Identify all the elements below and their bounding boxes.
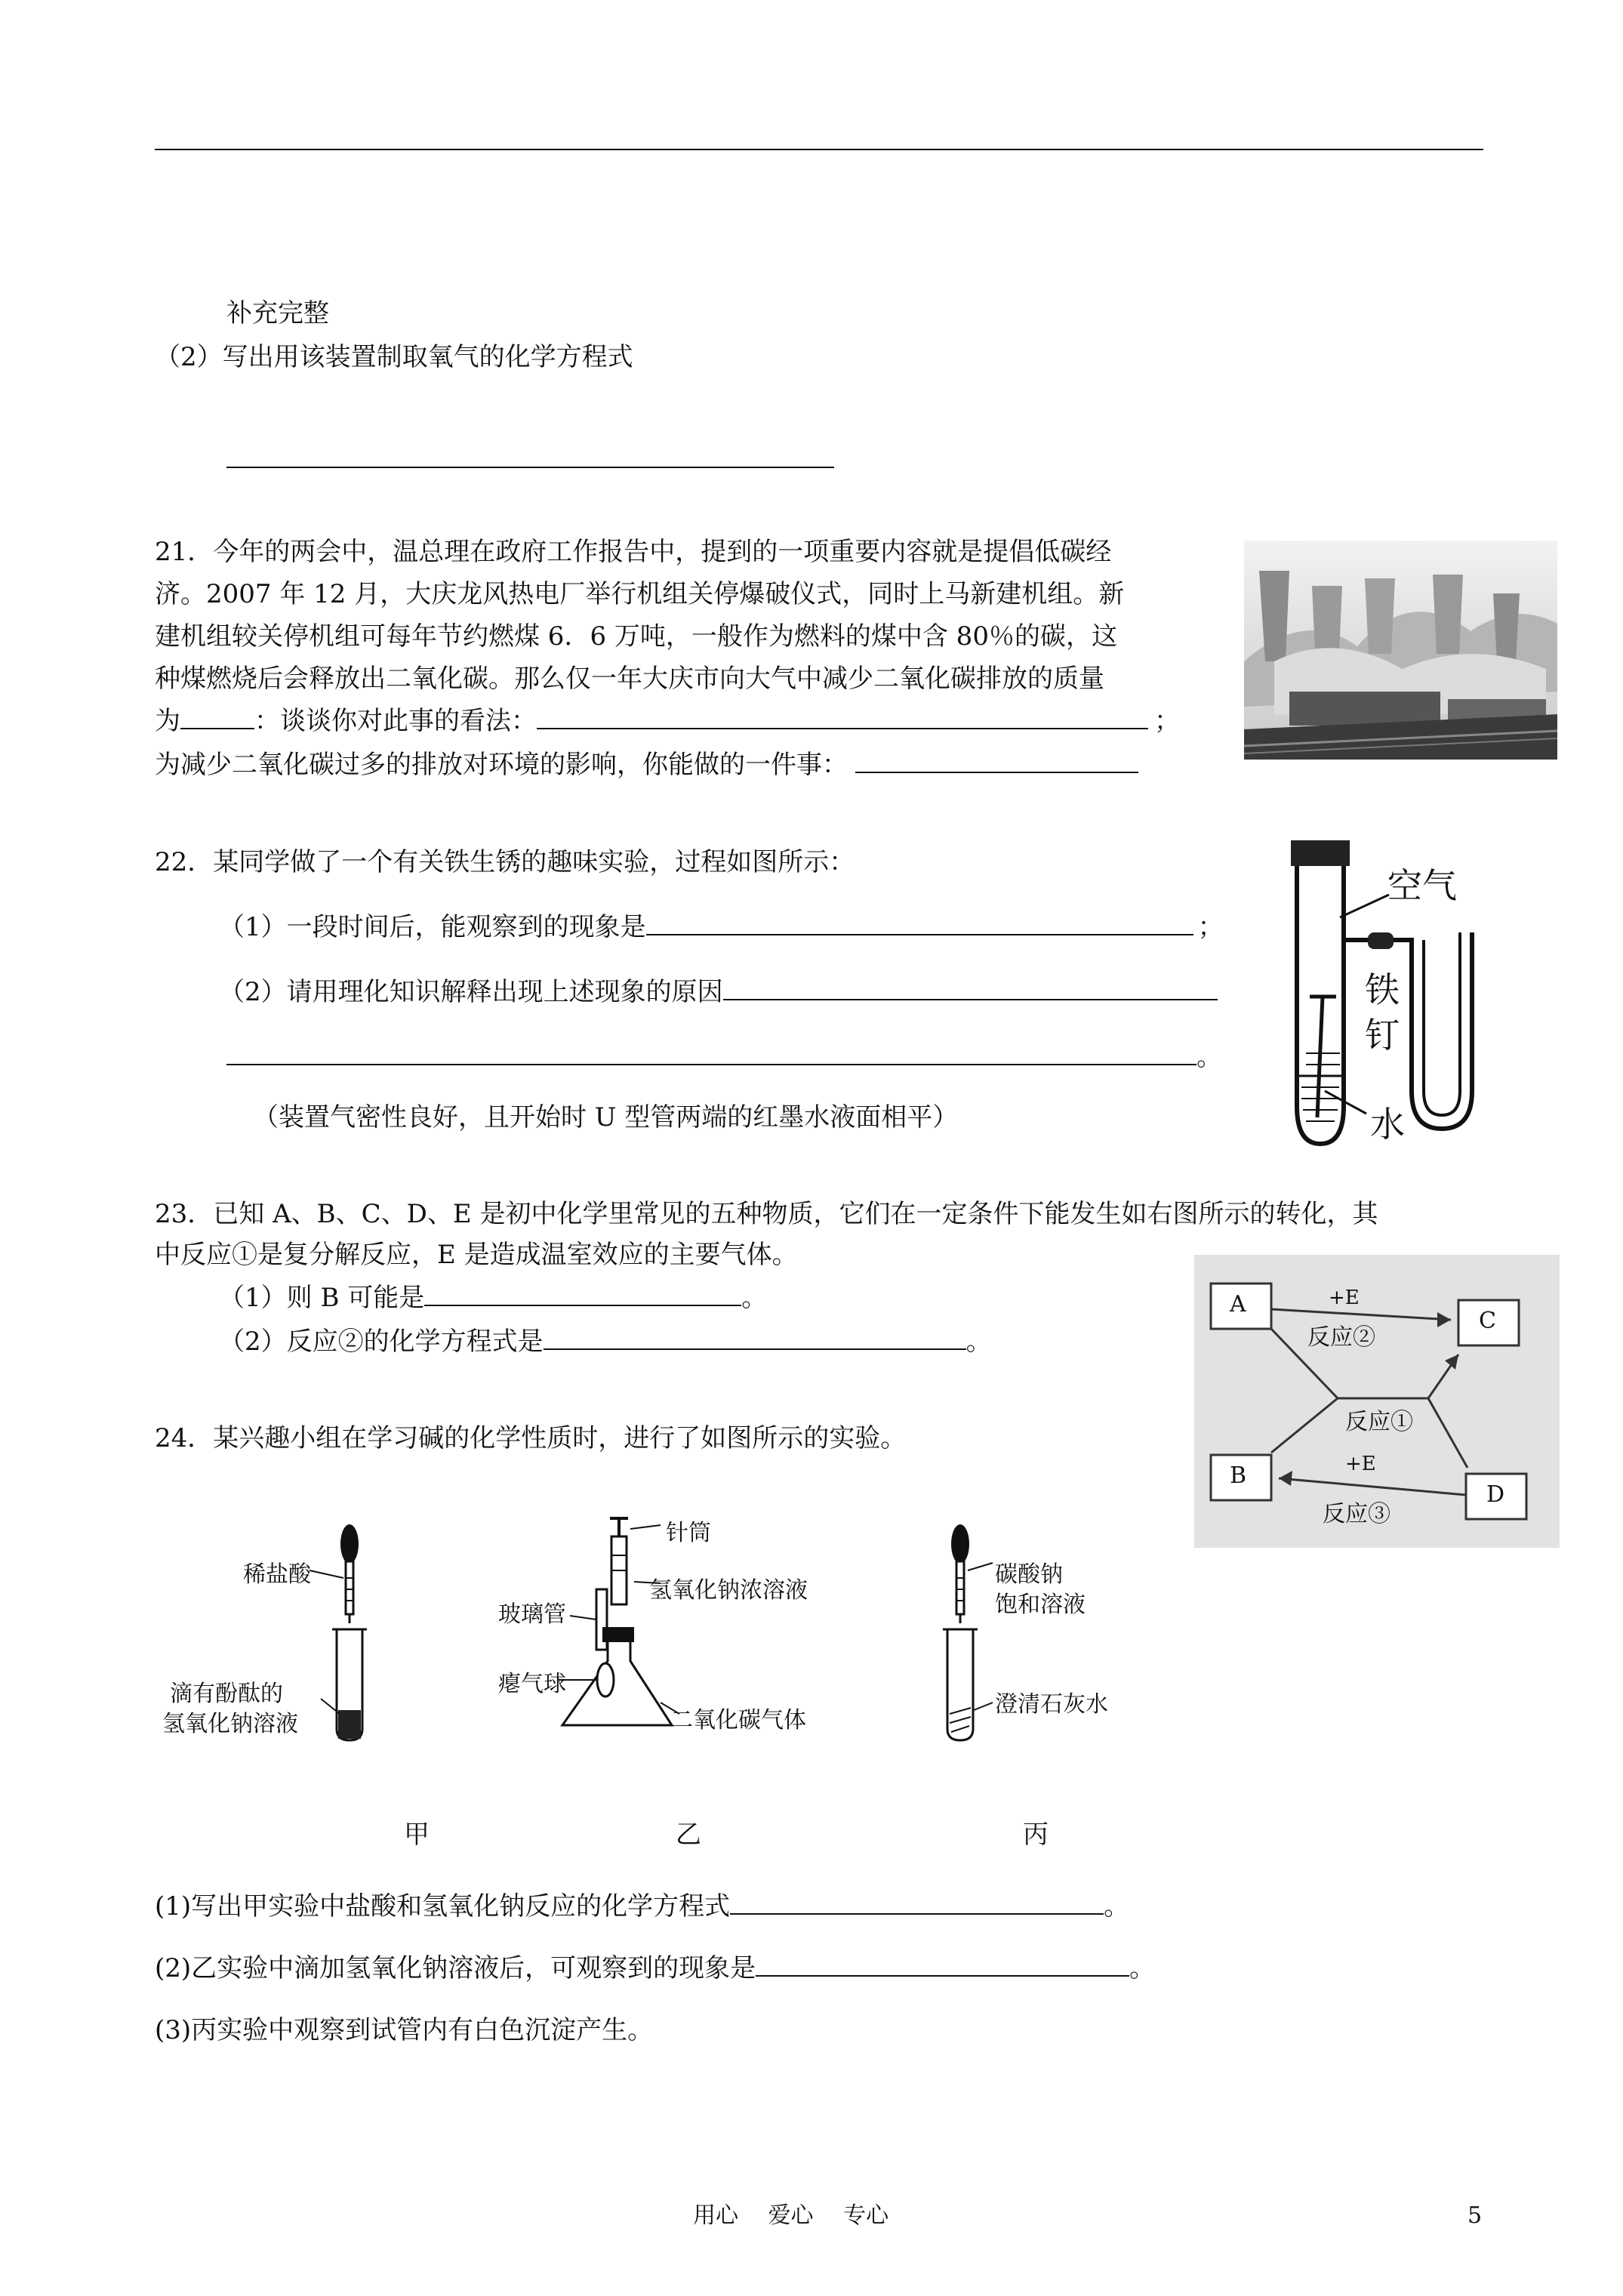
caption-bing: 丙	[1023, 1820, 1049, 1850]
q21-line5-a: 为	[155, 706, 180, 736]
q21-line5	[155, 702, 1180, 740]
q22-part1	[219, 908, 1224, 946]
label-iron-2: 钉	[1365, 1015, 1400, 1056]
node-d: D	[1486, 1481, 1505, 1508]
q21-opinion-blank[interactable]	[537, 702, 1148, 729]
q21-line6	[155, 746, 1138, 784]
label-phenolphthalein-2: 氢氧化钠溶液	[162, 1711, 298, 1737]
label-reaction-3: 反应③	[1323, 1501, 1390, 1527]
q21-line6-text: 为减少二氧化碳过多的排放对环境的影响，你能做的一件事：	[155, 750, 848, 780]
label-deflated-balloon: 瘪气球	[498, 1671, 566, 1697]
experiment-jia-figure	[159, 1510, 400, 1752]
q21-line4: 种煤燃烧后会释放出二氧化碳。那么仅一年大庆市向大气中减少二氧化碳排放的质量	[155, 664, 1104, 694]
label-water: 水	[1370, 1104, 1405, 1145]
q24-part2-end: 。	[1129, 1953, 1156, 1983]
label-plus-e-top: +E	[1329, 1287, 1360, 1309]
q21-line5-b: ：谈谈你对此事的看法：	[254, 706, 537, 736]
q21-line2: 济。2007 年 12 月，大庆龙风热电厂举行机组关停爆破仪式，同时上马新建机组。新	[155, 579, 1125, 609]
q23-line2: 中反应①是复分解反应，E 是造成温室效应的主要气体。	[155, 1240, 798, 1270]
q23-part1-text: （1）则 B 可能是	[219, 1283, 425, 1313]
q22-reason-blank-2[interactable]	[226, 1038, 1196, 1065]
node-c: C	[1479, 1308, 1496, 1334]
q23-part1	[219, 1279, 767, 1317]
label-sodium-carbonate-1: 碳酸钠	[995, 1561, 1063, 1588]
q22-part2-text: （2）请用理化知识解释出现上述现象的原因	[219, 977, 723, 1007]
node-a: A	[1230, 1291, 1246, 1318]
q23-equation-blank[interactable]	[544, 1323, 966, 1350]
q23-b-blank[interactable]	[424, 1279, 741, 1306]
q24-equation-blank[interactable]	[730, 1888, 1104, 1915]
q21-line3: 建机组较关停机组可每年节约燃煤 6．6 万吨，一般作为燃料的煤中含 80％的碳，这	[155, 621, 1117, 652]
node-b: B	[1230, 1462, 1247, 1489]
page-number: 5	[1467, 2202, 1483, 2229]
q20-part2: （2）写出用该装置制取氧气的化学方程式	[155, 342, 633, 372]
q22-reason-blank-1[interactable]	[723, 973, 1218, 1000]
label-dilute-hcl: 稀盐酸	[243, 1561, 311, 1588]
q22-note: （装置气密性良好，且开始时 U 型管两端的红墨水液面相平）	[253, 1102, 959, 1133]
q21-action-blank[interactable]	[855, 746, 1138, 773]
experiment-yi-figure	[498, 1499, 845, 1748]
label-naoh-concentrated: 氢氧化钠浓溶液	[649, 1577, 808, 1604]
label-syringe: 针筒	[666, 1520, 711, 1546]
q23-part2-end: 。	[965, 1327, 992, 1357]
label-sodium-carbonate-2: 饱和溶液	[995, 1592, 1086, 1618]
q21-mass-blank[interactable]	[180, 702, 254, 729]
q24-phenomenon-blank[interactable]	[756, 1949, 1129, 1977]
label-co2-gas: 二氧化碳气体	[670, 1707, 806, 1734]
label-reaction-1: 反应①	[1345, 1409, 1413, 1435]
q22-part1-end: ；	[1197, 912, 1224, 942]
q22-intro: 22．某同学做了一个有关铁生锈的趣味实验，过程如图所示：	[155, 847, 855, 877]
footer-motto: 用心 爱心 专心	[693, 2202, 889, 2229]
label-iron-1: 铁	[1365, 969, 1400, 1010]
continuation-text: 补充完整	[226, 298, 329, 328]
q21-line5-c: ；	[1154, 706, 1180, 736]
q21-line1: 21．今年的两会中，温总理在政府工作报告中，提到的一项重要内容就是提倡低碳经	[155, 537, 1112, 567]
q23-part2	[219, 1323, 992, 1361]
caption-jia: 甲	[404, 1820, 430, 1850]
conversion-diagram	[1194, 1255, 1560, 1548]
label-limewater: 澄清石灰水	[995, 1691, 1108, 1718]
experiment-bing-figure	[929, 1510, 1170, 1752]
q23-part1-end: 。	[741, 1283, 768, 1313]
q22-part2	[219, 973, 1218, 1011]
q23-line1: 23．已知 A、B、C、D、E 是初中化学里常见的五种物质，它们在一定条件下能发生如右图所示的转化，其	[155, 1199, 1378, 1229]
q23-part2-text: （2）反应②的化学方程式是	[219, 1327, 544, 1357]
label-reaction-2: 反应②	[1307, 1324, 1375, 1351]
label-glass-tube: 玻璃管	[498, 1601, 566, 1628]
q22-phenomenon-blank[interactable]	[646, 908, 1193, 935]
q22-part2-cont	[226, 1038, 1222, 1076]
q24-part1-text: (1)写出甲实验中盐酸和氢氧化钠反应的化学方程式	[155, 1891, 731, 1922]
label-phenolphthalein-1: 滴有酚酞的	[170, 1681, 283, 1707]
caption-yi: 乙	[676, 1820, 701, 1850]
q24-part1-end: 。	[1104, 1891, 1130, 1922]
rust-experiment-figure	[1283, 827, 1517, 1151]
label-plus-e-bottom: +E	[1345, 1453, 1376, 1475]
q22-part2-end: 。	[1196, 1042, 1222, 1072]
label-air: 空气	[1387, 865, 1457, 906]
q20-answer-blank[interactable]	[226, 467, 834, 468]
q24-part2	[155, 1949, 1155, 1987]
q22-part1-text: （1）一段时间后，能观察到的现象是	[219, 912, 646, 942]
q24-part1	[155, 1888, 1129, 1925]
q24-part2-text: (2)乙实验中滴加氢氧化钠溶液后，可观察到的现象是	[155, 1953, 756, 1983]
header-rule	[155, 149, 1483, 150]
q24-intro: 24．某兴趣小组在学习碱的化学性质时，进行了如图所示的实验。	[155, 1423, 907, 1453]
power-plant-photo	[1244, 541, 1557, 760]
q24-part3: (3)丙实验中观察到试管内有白色沉淀产生。	[155, 2015, 654, 2045]
